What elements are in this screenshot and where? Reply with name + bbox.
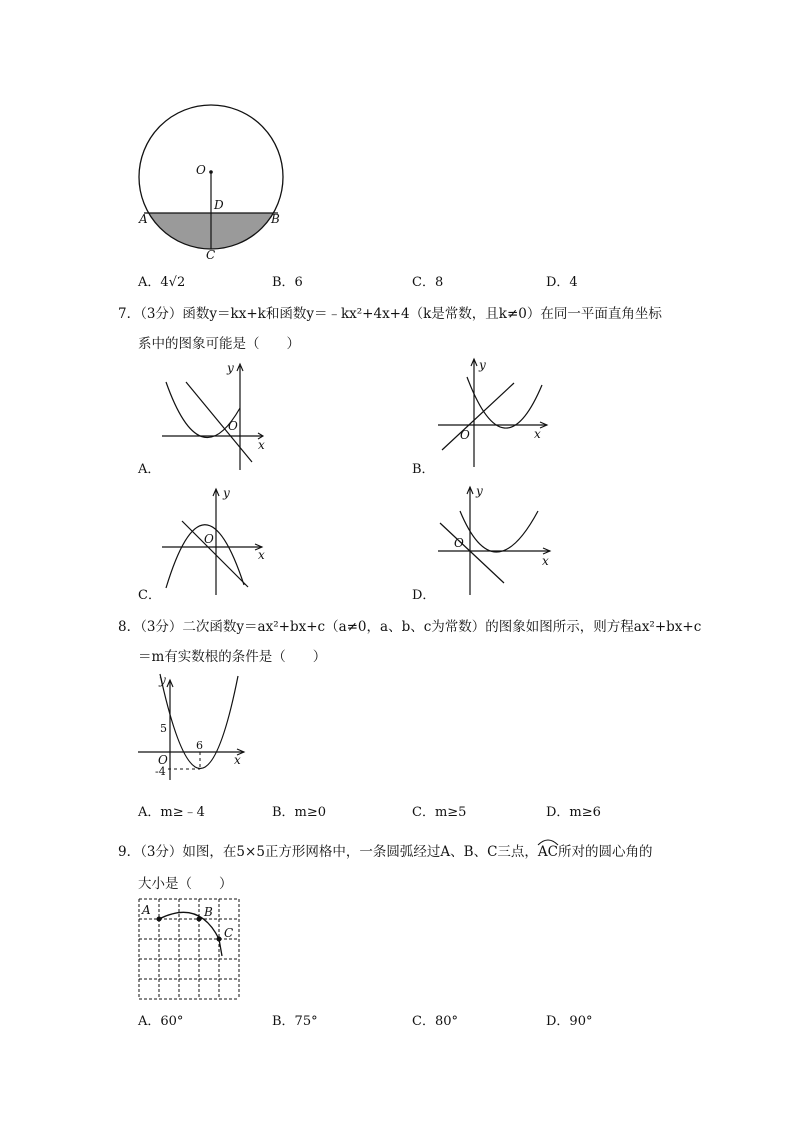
- label-c: C: [206, 248, 216, 262]
- q9-option-b[interactable]: B．75°: [272, 1014, 318, 1029]
- svg-text:C: C: [224, 926, 234, 940]
- q9-stem-part2: 所对的圆心角的: [558, 844, 653, 860]
- q7-graph-a: [160, 358, 275, 473]
- svg-text:O: O: [204, 532, 214, 546]
- svg-text:5: 5: [160, 722, 167, 735]
- q9-stem-line1: [118, 840, 653, 860]
- q7-graph-b: [432, 355, 557, 470]
- q9-stem-part1: 9．（3分）如图，在5×5正方形网格中，一条圆弧经过A、B、C三点，: [118, 844, 538, 860]
- svg-text:-4: -4: [155, 765, 166, 778]
- q8-stem-line1: 8．（3分）二次函数y＝ax²+bx+c（a≠0，a、b、c为常数）的图象如图所示，则方程ax²+bx+c: [118, 619, 702, 635]
- svg-text:O: O: [228, 419, 238, 433]
- q9-stem-line2: 大小是（ ）: [138, 876, 233, 892]
- svg-text:x: x: [258, 438, 265, 452]
- q7-graph-c: [160, 483, 275, 598]
- label-b: B: [271, 212, 280, 226]
- q8-stem-line2: ＝m有实数根的条件是（ ）: [138, 649, 327, 665]
- q6-option-b[interactable]: B．6: [272, 275, 303, 290]
- q7-option-d[interactable]: D．: [412, 588, 436, 603]
- q9-option-c[interactable]: C．80°: [412, 1014, 458, 1029]
- label-a: A: [139, 212, 148, 226]
- q7-stem-line2: 系中的图象可能是（ ）: [138, 336, 300, 352]
- q6-option-c[interactable]: C．8: [412, 275, 444, 290]
- svg-text:x: x: [234, 753, 241, 767]
- q9-option-d[interactable]: D．90°: [546, 1014, 593, 1029]
- svg-text:A: A: [142, 903, 151, 917]
- svg-text:O: O: [454, 536, 464, 550]
- svg-text:x: x: [542, 554, 549, 568]
- q8-option-c[interactable]: C．m≥5: [412, 805, 467, 820]
- q8-option-b[interactable]: B．m≥0: [272, 805, 327, 820]
- svg-text:O: O: [158, 753, 168, 767]
- svg-text:y: y: [476, 484, 483, 498]
- q6-option-a[interactable]: A．4√2: [138, 275, 186, 290]
- q8-option-a[interactable]: A．m≥﹣4: [138, 805, 205, 820]
- svg-text:B: B: [204, 905, 213, 919]
- q9-option-a[interactable]: A．60°: [138, 1014, 184, 1029]
- svg-text:O: O: [460, 428, 470, 442]
- q7-graph-d: [432, 483, 557, 598]
- q7-stem-line1: 7．（3分）函数y＝kx+k和函数y＝﹣kx²+4x+4（k是常数，且k≠0）在同一平面直角坐标: [118, 306, 662, 322]
- svg-text:y: y: [479, 358, 486, 372]
- svg-text:y: y: [223, 486, 230, 500]
- q8-option-d[interactable]: D．m≥6: [546, 805, 601, 820]
- circle-figure: [130, 95, 300, 265]
- label-o: O: [196, 163, 206, 177]
- q6-option-d[interactable]: D．4: [546, 275, 578, 290]
- svg-text:y: y: [227, 361, 234, 375]
- q7-option-a[interactable]: A．: [138, 462, 161, 477]
- q8-parabola-graph: [138, 672, 258, 782]
- q9-arc-ac: AC: [538, 844, 558, 860]
- q9-grid-figure: [134, 894, 246, 1004]
- svg-text:6: 6: [196, 739, 203, 752]
- svg-text:y: y: [159, 673, 166, 687]
- label-d: D: [214, 198, 224, 212]
- svg-text:x: x: [534, 427, 541, 441]
- q7-option-c[interactable]: C．: [138, 588, 161, 603]
- svg-text:x: x: [258, 548, 265, 562]
- q7-option-b[interactable]: B．: [412, 462, 435, 477]
